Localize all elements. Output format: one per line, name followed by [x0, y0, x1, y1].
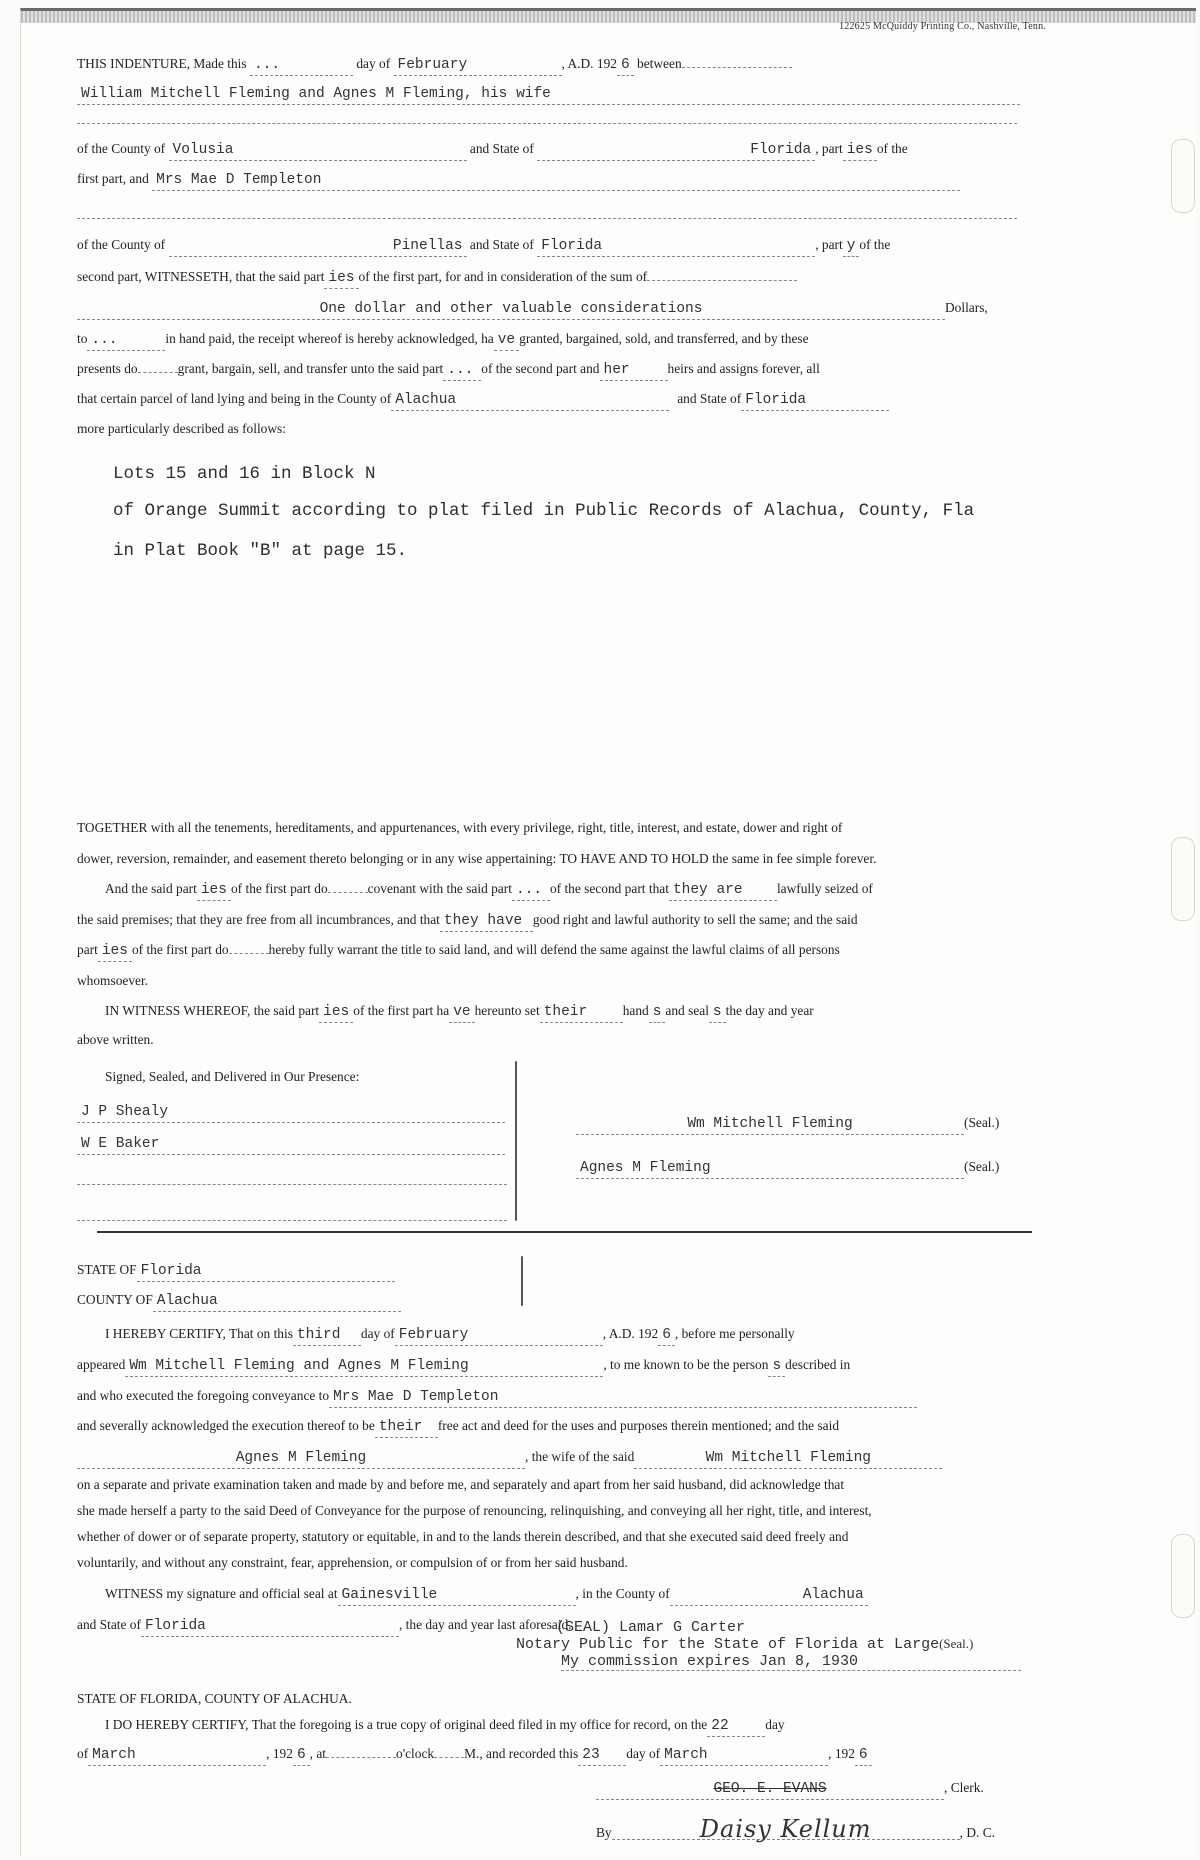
binder-tab: [1171, 1534, 1195, 1618]
venue-brace: [521, 1256, 523, 1306]
recording-certify-line: I DO HEREBY CERTIFY, That the foregoing is a true copy of original deed filed in my office for record, on the 22 day: [105, 1715, 1055, 1737]
grantee-line: first part, and Mrs Mae D Templeton: [77, 169, 1027, 191]
above-written-line: above written.: [77, 1032, 154, 1047]
deputy-line: By Daisy Kellum , D. C.: [596, 1815, 995, 1843]
covenant-line: And the said part ies of the first part do covenant with the said part ... of the second part that they are lawfully seized of: [105, 879, 1055, 901]
recording-date-line: of March , 192 6 , at o'clock M., and recorded this 23 day of March , 192 6: [77, 1744, 1027, 1766]
grantors-field: William Mitchell Fleming and Agnes M Fleming, his wife: [77, 84, 1020, 105]
ack-state-line: STATE OF Florida: [77, 1260, 1027, 1282]
first-party-county-line: of the County of Volusia and State of Florida , part ies of the: [77, 139, 1027, 161]
blank-line: [77, 1219, 507, 1221]
section-divider: [97, 1231, 1032, 1233]
executed-line: and who executed the foregoing conveyance to Mrs Mae D Templeton: [77, 1386, 1027, 1408]
ack-state-value-line: and State of Florida , the day and year last aforesaid.: [77, 1615, 1027, 1637]
witness-2-line: [77, 1133, 497, 1155]
deed-page: [20, 8, 1196, 1856]
grantee-field: Mrs Mae D Templeton: [152, 170, 960, 191]
ack-para-2: she made herself a party to the said Deed of Conveyance for the purpose of renouncing, relinquishing, and conveying all her right, title, and interest,: [77, 1503, 872, 1518]
signer-2-line: Agnes M Fleming (Seal.): [576, 1157, 1036, 1179]
blank-line: [77, 217, 1017, 219]
notary-seal: (SEAL) Lamar G Carter: [556, 1619, 746, 1636]
ack-para-1: on a separate and private examination taken and made by and before me, and separately and apart from her said husband, did acknowledge that: [77, 1477, 845, 1492]
indenture-line-1: THIS INDENTURE, Made this ... day of February , A.D. 192 6 between: [77, 54, 1027, 76]
legal-description-line-3: in Plat Book "B" at page 15.: [113, 541, 408, 561]
premises-line: the said premises; that they are free from all incumbrances, and that they have good right and lawful authority to sell the same; and the said: [77, 910, 1027, 932]
witness-signature-line: WITNESS my signature and official seal at Gainesville , in the County of Alachua: [105, 1584, 1055, 1606]
notary-name: Lamar G Carter: [619, 1619, 746, 1636]
severally-line: and severally acknowledged the execution thereof to be their free act and deed for the uses and purposes therein mentioned; and the said: [77, 1416, 1027, 1438]
legal-description-line-1: Lots 15 and 16 in Block N: [113, 464, 376, 484]
appeared-line: appeared Wm Mitchell Fleming and Agnes M Fleming , to me known to be the person s described in: [77, 1355, 1027, 1377]
printer-imprint: 122625 McQuiddy Printing Co., Nashville, Tenn.: [839, 21, 1046, 32]
signer-2: Agnes M Fleming: [576, 1158, 964, 1179]
witness-2: W E Baker: [77, 1134, 505, 1155]
signature-brace: [515, 1061, 517, 1221]
recording-heading: STATE OF FLORIDA, COUNTY OF ALACHUA.: [77, 1691, 352, 1706]
witness-1: J P Shealy: [77, 1102, 505, 1123]
blank-line: [77, 122, 1017, 124]
signer-1: Wm Mitchell Fleming: [576, 1114, 964, 1135]
wife-line: Agnes M Fleming , the wife of the said Wm Mitchell Fleming: [77, 1447, 1027, 1469]
second-party-county-line: of the County of Pinellas and State of Florida , part y of the: [77, 235, 1027, 257]
indenture-month: February: [394, 55, 562, 76]
clerk-line: GEO. E. EVANS , Clerk.: [596, 1778, 1036, 1800]
witnesseth-line: second part, WITNESSETH, that the said part ies of the first part, for and in consideration of the sum of: [77, 267, 1027, 289]
deputy-signature: Daisy Kellum: [612, 1819, 960, 1840]
grantors-line: [77, 83, 1027, 105]
witness-1-line: [77, 1101, 497, 1123]
sum-line: One dollar and other valuable considerations Dollars,: [77, 298, 1027, 320]
ack-para-3: whether of dower or of separate property, statutory or equitable, in and to the lands therein described, and that she executed said deed freely and: [77, 1529, 849, 1544]
parcel-line: that certain parcel of land lying and being in the County of Alachua and State of Florida: [77, 389, 1027, 411]
presents-line: presents do grant, bargain, sell, and transfer unto the said part ... of the second part and her heirs and assigns forever, all: [77, 359, 1027, 381]
sum-field: One dollar and other valuable considerations: [77, 299, 945, 320]
whomsoever-line: whomsoever.: [77, 973, 149, 988]
signer-1-line: Wm Mitchell Fleming (Seal.): [576, 1113, 1036, 1135]
together-line: TOGETHER with all the tenements, hereditaments, and appurtenances, with every privilege, right, title, interest, and estate, dower and right of: [77, 820, 843, 835]
notary-title: Notary Public for the State of Florida at Large(Seal.): [516, 1636, 974, 1653]
binder-tab: [1171, 837, 1195, 921]
ack-county-line: COUNTY OF Alachua: [77, 1290, 1027, 1312]
binder-tab: [1171, 139, 1195, 213]
in-witness-line: IN WITNESS WHEREOF, the said part ies of the first part ha ve hereunto set their hand s and seal s the day and year: [105, 1001, 1055, 1023]
blank-line: [77, 1183, 507, 1185]
dower-line: dower, reversion, remainder, and easement thereto belonging or in any wise appertaining: TO HAVE AND TO HOLD the same in fee simple forever.: [77, 851, 877, 866]
described-line: more particularly described as follows:: [77, 421, 286, 436]
legal-description-line-2: of Orange Summit according to plat filed in Public Records of Alachua, County, Fla: [113, 501, 975, 521]
notary-commission: My commission expires Jan 8, 1930: [561, 1653, 1021, 1671]
warranty-line: part ies of the first part do hereby fully warrant the title to said land, and will defend the same against the lawful claims of all persons: [77, 940, 1027, 962]
certify-line: I HEREBY CERTIFY, That on this third day of February , A.D. 192 6 , before me personally: [105, 1324, 1055, 1346]
receipt-line: to ... in hand paid, the receipt whereof is hereby acknowledged, ha ve granted, bargained, sold, and transferred, and by these: [77, 329, 1027, 351]
ack-para-4: voluntarily, and without any constraint, fear, apprehension, or compulsion of or from her said husband.: [77, 1555, 628, 1570]
signed-label: Signed, Sealed, and Delivered in Our Presence:: [105, 1069, 360, 1084]
clerk-name: GEO. E. EVANS: [596, 1779, 944, 1800]
